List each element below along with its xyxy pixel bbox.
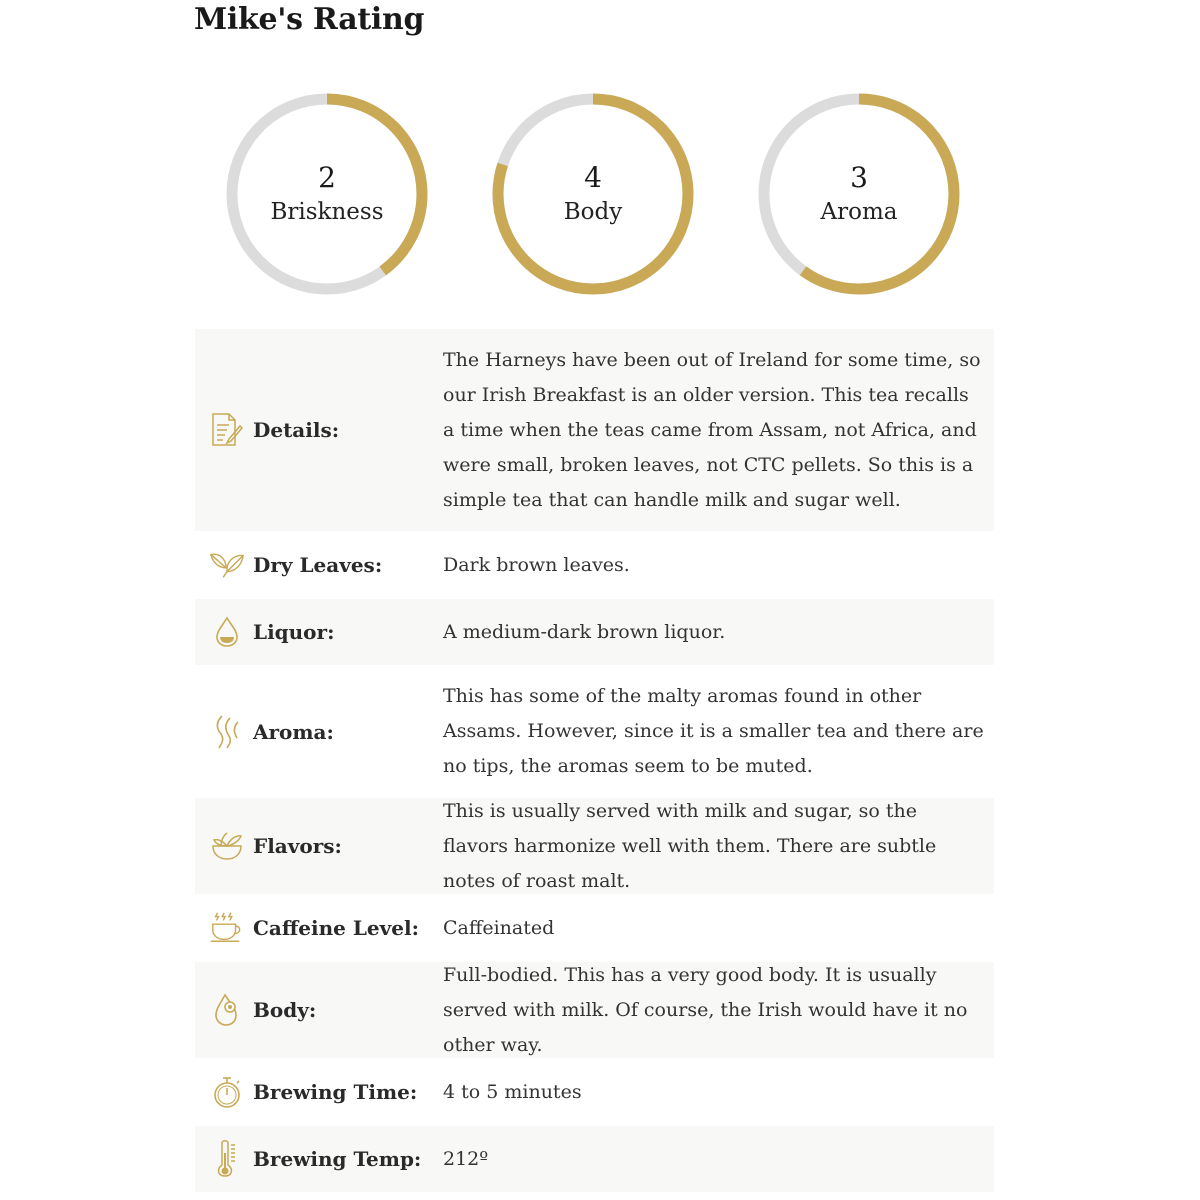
rating-label: Body [563, 199, 623, 225]
row-value: The Harneys have been out of Ireland for some time, so our Irish Breakfast is an older version. This tea recalls a time when the teas came from Assam, not Africa, and were small, broken leaves, not CTC pellets. So this is a simple tea that can handle milk and sugar well. [443, 348, 981, 511]
brewing-temp-row [195, 1126, 994, 1192]
rating-ring-aroma [754, 89, 964, 299]
row-value: This has some of the malty aromas found in other Assams. However, since it is a smaller tea and there are no tips, the aromas seem to be muted. [443, 685, 984, 777]
thermometer-icon [209, 1141, 245, 1177]
leaves-icon [209, 547, 245, 583]
aroma-row [195, 665, 994, 798]
rating-rings [0, 0, 1200, 320]
body-drop-icon [209, 992, 245, 1028]
body-row [195, 962, 994, 1058]
row-label: Brewing Temp: [253, 1147, 422, 1171]
steam-icon [209, 714, 245, 750]
rating-ring-briskness [222, 89, 432, 299]
caffeine-level-row [195, 894, 994, 962]
row-value: This is usually served with milk and sugar, so the flavors harmonize well with them. There are subtle notes of roast malt. [443, 799, 937, 892]
row-label: Flavors: [253, 834, 342, 858]
herb-bowl-icon [209, 828, 245, 864]
row-value: A medium-dark brown liquor. [443, 620, 726, 643]
row-value: Caffeinated [443, 916, 555, 939]
rating-value: 4 [584, 161, 602, 194]
stopwatch-icon [209, 1074, 245, 1110]
rating-value: 2 [318, 161, 336, 194]
tea-details-table [195, 329, 994, 1192]
brewing-time-row [195, 1058, 994, 1126]
page-title: Mike's Rating [194, 2, 425, 37]
rating-ring-body [488, 89, 698, 299]
row-label: Caffeine Level: [253, 916, 419, 940]
rating-value: 3 [850, 161, 868, 194]
row-label: Liquor: [253, 620, 335, 644]
row-label: Aroma: [253, 719, 334, 744]
row-value: 4 to 5 minutes [443, 1080, 582, 1103]
row-label: Dry Leaves: [253, 553, 383, 577]
drop-icon [209, 614, 245, 650]
row-label: Body: [253, 998, 317, 1022]
rating-label: Briskness [270, 199, 384, 225]
dry-leaves-row [195, 531, 994, 599]
row-value: 212º [443, 1147, 489, 1170]
liquor-row [195, 599, 994, 665]
row-value: Full-bodied. This has a very good body. It is usually served with milk. Of course, the Irish would have it no other way. [443, 963, 968, 1056]
row-value: Dark brown leaves. [443, 553, 630, 576]
flavors-row [195, 798, 994, 894]
row-label: Brewing Time: [253, 1080, 418, 1104]
tea-cup-icon [209, 910, 245, 946]
notepad-pencil-icon [209, 412, 245, 448]
row-label: Details: [253, 418, 340, 442]
details-row [195, 329, 994, 531]
rating-label: Aroma [820, 199, 898, 225]
